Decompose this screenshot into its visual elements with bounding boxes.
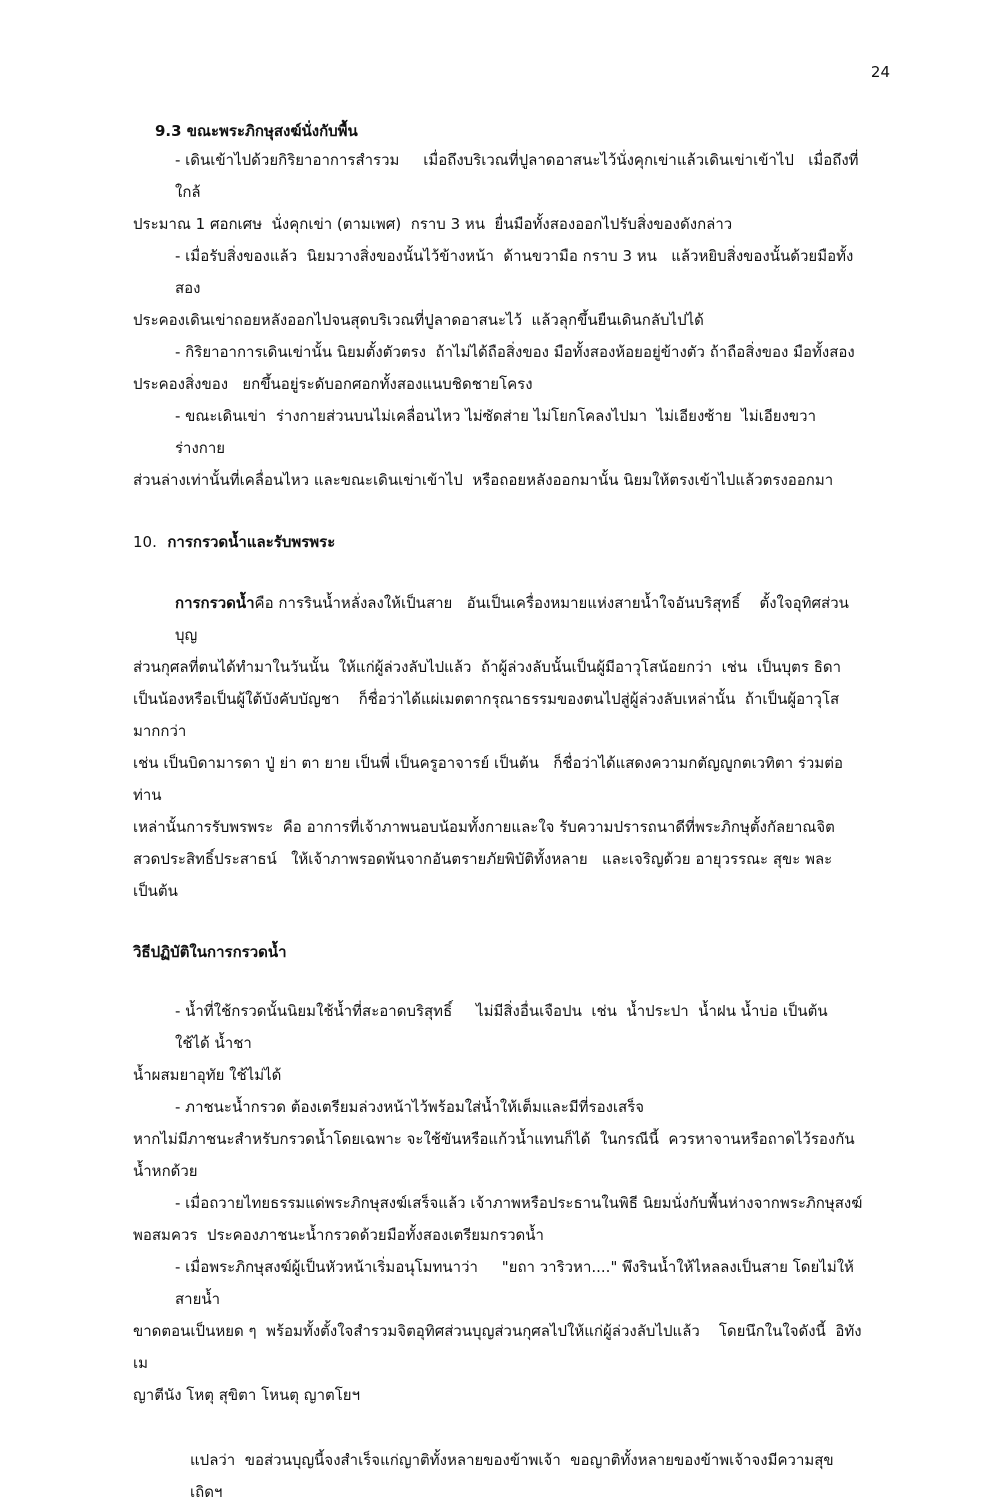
body-line: เช่น เป็นบิดามารดา ปู่ ย่า ตา ยาย เป็นพี่ เป็นครูอาจารย์ เป็นต้น ก็ชื่อว่าได้แสดงความกตัญญูกตเวทิตา ร่วมต่อท่าน [133, 754, 843, 804]
method-heading: วิธีปฏิบัติในการกรวดน้ำ [133, 943, 287, 961]
body-line: - เมื่อถวายไทยธรรมแด่พระภิกษุสงฆ์เสร็จแล้ว เจ้าภาพหรือประธานในพิธี นิยมนั่งกับพื้นห่างจากพระภิกษุสงฆ์ [175, 1194, 863, 1212]
body-line: - เมื่อรับสิ่งของแล้ว นิยมวางสิ่งของนั้นไว้ข้างหน้า ด้านขวามือ กราบ 3 หน แล้วหยิบสิ่งของนั้นด้วยมือทั้งสอง [175, 247, 854, 297]
body-line: พอสมควร ประคองภาชนะน้ำกรวดด้วยมือทั้งสองเตรียมกรวดน้ำ [133, 1226, 544, 1244]
body-line: - กิริยาอาการเดินเข่านั้น นิยมตั้งตัวตรง ถ้าไม่ได้ถือสิ่งของ มือทั้งสองห้อยอยู่ข้างตัว ถ้าถือสิ่งของ มือทั้งสอง [175, 343, 855, 361]
method-body [133, 995, 867, 1411]
section-10-title: การกรวดน้ำและรับพรพระ [167, 533, 336, 551]
body-line: - ขณะเดินเข่า ร่างกายส่วนบนไม่เคลื่อนไหว ไม่ซัดส่าย ไม่โยกโคลงไปมา ไม่เอียงซ้าย ไม่เอียงขวา ร่างกาย [175, 407, 821, 457]
page-number: 24 [870, 63, 890, 81]
body-line: เหล่านั้นการรับพรพระ คือ อาการที่เจ้าภาพนอบน้อมทั้งกายและใจ รับความปรารถนาดีที่พระภิกษุตั้งกัลยาณจิต [133, 818, 835, 836]
body-line: ขาดตอนเป็นหยด ๆ พร้อมทั้งตั้งใจสำรวมจิตอุทิศส่วนบุญส่วนกุศลไปให้แก่ผู้ล่วงลับไปแล้ว โดยนึกในใจดังนี้ อิทัง เม [133, 1322, 867, 1372]
definition-term: การกรวดน้ำ [175, 594, 255, 612]
section-10-number: 10. [133, 533, 157, 551]
body-line: ส่วนล่างเท่านั้นที่เคลื่อนไหว และขณะเดินเข่าเข้าไป หรือถอยหลังออกมานั้น นิยมให้ตรงเข้าไปแล้วตรงออกมา [133, 471, 834, 489]
body-line: - เดินเข้าไปด้วยกิริยาอาการสำรวม เมื่อถึงบริเวณที่ปูลาดอาสนะไว้นั่งคุกเข่าแล้วเดินเข่าเข้าไป เมื่อถึงที่ใกล้ [175, 151, 859, 201]
body-line [133, 587, 863, 651]
body-line: - เมื่อพระภิกษุสงฆ์ผู้เป็นหัวหน้าเริ่มอนุโมทนาว่า "ยถา วาริวหา...." พึงรินน้ำให้ไหลลงเป็นสาย โดยไม่ให้สายน้ำ [175, 1258, 854, 1308]
section-10-heading [133, 526, 863, 558]
translation-line: แปลว่า ขอส่วนบุญนี้จงสำเร็จแก่ญาติทั้งหลายของข้าพเจ้า ขอญาติทั้งหลายของข้าพเจ้าจงมีความสุขเถิดฯ [190, 1451, 834, 1501]
body-line: - น้ำที่ใช้กรวดนั้นนิยมใช้น้ำที่สะอาดบริสุทธิ์ ไม่มีสิ่งอื่นเจือปน เช่น น้ำประปา น้ำฝน น้ำบ่อ เป็นต้น ใช้ได้ น้ำชา [175, 1002, 833, 1052]
body-line: ส่วนกุศลที่ตนได้ทำมาในวันนั้น ให้แก่ผู้ล่วงลับไปแล้ว ถ้าผู้ล่วงลับนั้นเป็นผู้มีอาวุโสน้อยกว่า เช่น เป็นบุตร ธิดา [133, 658, 842, 676]
body-line: น้ำผสมยาอุทัย ใช้ไม่ได้ [133, 1066, 282, 1084]
section-9-3-body [133, 144, 863, 496]
definition-text: คือ การรินน้ำหลั่งลงให้เป็นสาย อันเป็นเครื่องหมายแห่งสายน้ำใจอันบริสุทธิ์ ตั้งใจอุทิศส่วนบุญ [175, 594, 849, 644]
page-body [133, 115, 867, 1508]
body-line: ญาตีนัง โหตุ สุขิตา โหนตุ ญาตโยฯ [133, 1386, 361, 1404]
section-10-body [133, 587, 863, 907]
section-9-3-heading: 9.3 ขณะพระภิกษุสงฆ์นั่งกับพื้น [155, 122, 358, 140]
body-line: เป็นน้องหรือเป็นผู้ใต้บังคับบัญชา ก็ชื่อว่าได้แผ่เมตตากรุณาธรรมของตนไปสู่ผู้ล่วงลับเหล่านั้น ถ้าเป็นผู้อาวุโสมากกว่า [133, 690, 840, 740]
body-line: ประคองเดินเข่าถอยหลังออกไปจนสุดบริเวณที่ปูลาดอาสนะไว้ แล้วลุกขึ้นยืนเดินกลับไปได้ [133, 311, 704, 329]
body-line: ประคองสิ่งของ ยกขึ้นอยู่ระดับอกศอกทั้งสองแนบชิดชายโครง [133, 375, 533, 393]
body-line: ประมาณ 1 ศอกเศษ นั่งคุกเข่า (ตามเพศ) กราบ 3 หน ยื่นมือทั้งสองออกไปรับสิ่งของดังกล่าว [133, 215, 733, 233]
body-line: หากไม่มีภาชนะสำหรับกรวดน้ำโดยเฉพาะ จะใช้ขันหรือแก้วน้ำแทนก็ได้ ในกรณีนี้ ควรหาจานหรือถาดไว้รองกันน้ำหกด้วย [133, 1130, 855, 1180]
body-line: - ภาชนะน้ำกรวด ต้องเตรียมล่วงหน้าไว้พร้อมใส่น้ำให้เต็มและมีที่รองเสร็จ [175, 1098, 645, 1116]
body-line: สวดประสิทธิ์ประสาธน์ ให้เจ้าภาพรอดพ้นจากอันตรายภัยพิบัติทั้งหลาย และเจริญด้วย อายุวรรณะ สุขะ พละ เป็นต้น [133, 850, 838, 900]
